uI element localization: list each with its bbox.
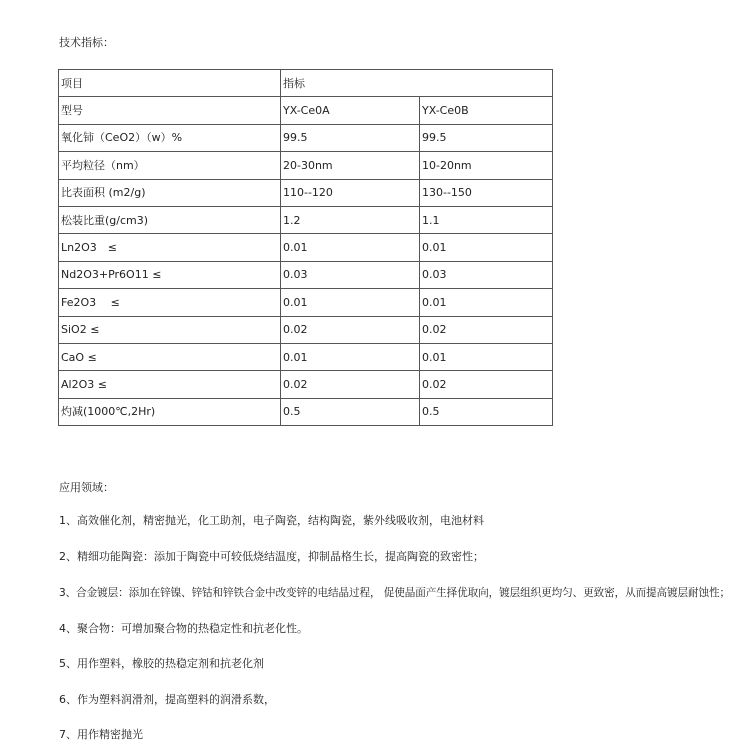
row-value-b: 0.5 xyxy=(420,398,553,425)
row-label: Nd2O3+Pr6O11 ≤ xyxy=(59,261,281,288)
row-label: 松装比重(g/cm3) xyxy=(59,206,281,233)
row-value-b: 1.1 xyxy=(420,206,553,233)
table-row xyxy=(59,97,553,124)
row-value-a: 0.01 xyxy=(281,343,420,370)
row-label: SiO2 ≤ xyxy=(59,316,281,343)
row-value-a: 0.5 xyxy=(281,398,420,425)
application-item: 6、作为塑料润滑剂，提高塑料的润滑系数， xyxy=(59,693,275,706)
row-value-b: 0.03 xyxy=(420,261,553,288)
row-value-a: 0.01 xyxy=(281,289,420,316)
table-row xyxy=(59,289,553,316)
row-value-b: 0.02 xyxy=(420,316,553,343)
row-label: 氧化铈（CeO2）（w）% xyxy=(59,124,281,151)
header-spec-cell: 指标 xyxy=(281,70,553,97)
row-label: 型号 xyxy=(59,97,281,124)
row-value-a: 1.2 xyxy=(281,206,420,233)
table-header-row xyxy=(59,70,553,97)
table-row xyxy=(59,261,553,288)
row-value-b: 99.5 xyxy=(420,124,553,151)
row-value-b: 0.01 xyxy=(420,234,553,261)
header-item-cell: 项目 xyxy=(59,70,281,97)
application-item: 2、精细功能陶瓷：添加于陶瓷中可较低烧结温度，抑制晶格生长，提高陶瓷的致密性； xyxy=(59,550,484,563)
spec-table xyxy=(58,69,553,426)
table-row xyxy=(59,179,553,206)
row-label: Ln2O3 ≤ xyxy=(59,234,281,261)
row-value-a: YX-Ce0A xyxy=(281,97,420,124)
table-row xyxy=(59,343,553,370)
row-label: 比表面积 (m2/g) xyxy=(59,179,281,206)
application-item: 1、高效催化剂，精密抛光，化工助剂，电子陶瓷，结构陶瓷，紫外线吸收剂，电池材料 xyxy=(59,514,484,527)
applications-title: 应用领域： xyxy=(59,481,114,494)
application-item: 4、聚合物：可增加聚合物的热稳定性和抗老化性。 xyxy=(59,622,308,635)
row-value-a: 0.03 xyxy=(281,261,420,288)
application-item: 5、用作塑料，橡胶的热稳定剂和抗老化剂 xyxy=(59,657,264,670)
row-value-b: 10-20nm xyxy=(420,152,553,179)
row-value-b: 0.01 xyxy=(420,343,553,370)
table-row xyxy=(59,371,553,398)
table-row xyxy=(59,316,553,343)
row-label: Al2O3 ≤ xyxy=(59,371,281,398)
application-item: 7、用作精密抛光 xyxy=(59,728,143,741)
row-value-a: 99.5 xyxy=(281,124,420,151)
row-value-b: 0.01 xyxy=(420,289,553,316)
row-label: Fe2O3 ≤ xyxy=(59,289,281,316)
row-value-b: 0.02 xyxy=(420,371,553,398)
row-label: 平均粒径（nm） xyxy=(59,152,281,179)
tech-spec-title: 技术指标： xyxy=(59,36,114,49)
row-value-a: 110--120 xyxy=(281,179,420,206)
row-value-b: YX-Ce0B xyxy=(420,97,553,124)
row-value-b: 130--150 xyxy=(420,179,553,206)
application-item: 3、合金镀层：添加在锌镍、锌钴和锌铁合金中改变锌的电结晶过程， 促使晶面产生择优取向，镀层组织更均匀、更致密，从而提高镀层耐蚀性； xyxy=(59,587,731,599)
row-label: CaO ≤ xyxy=(59,343,281,370)
table-row xyxy=(59,398,553,425)
row-value-a: 0.02 xyxy=(281,371,420,398)
table-row xyxy=(59,234,553,261)
row-label: 灼减(1000℃,2Hr) xyxy=(59,398,281,425)
table-row xyxy=(59,152,553,179)
table-row xyxy=(59,124,553,151)
table-row xyxy=(59,206,553,233)
row-value-a: 0.02 xyxy=(281,316,420,343)
row-value-a: 20-30nm xyxy=(281,152,420,179)
row-value-a: 0.01 xyxy=(281,234,420,261)
